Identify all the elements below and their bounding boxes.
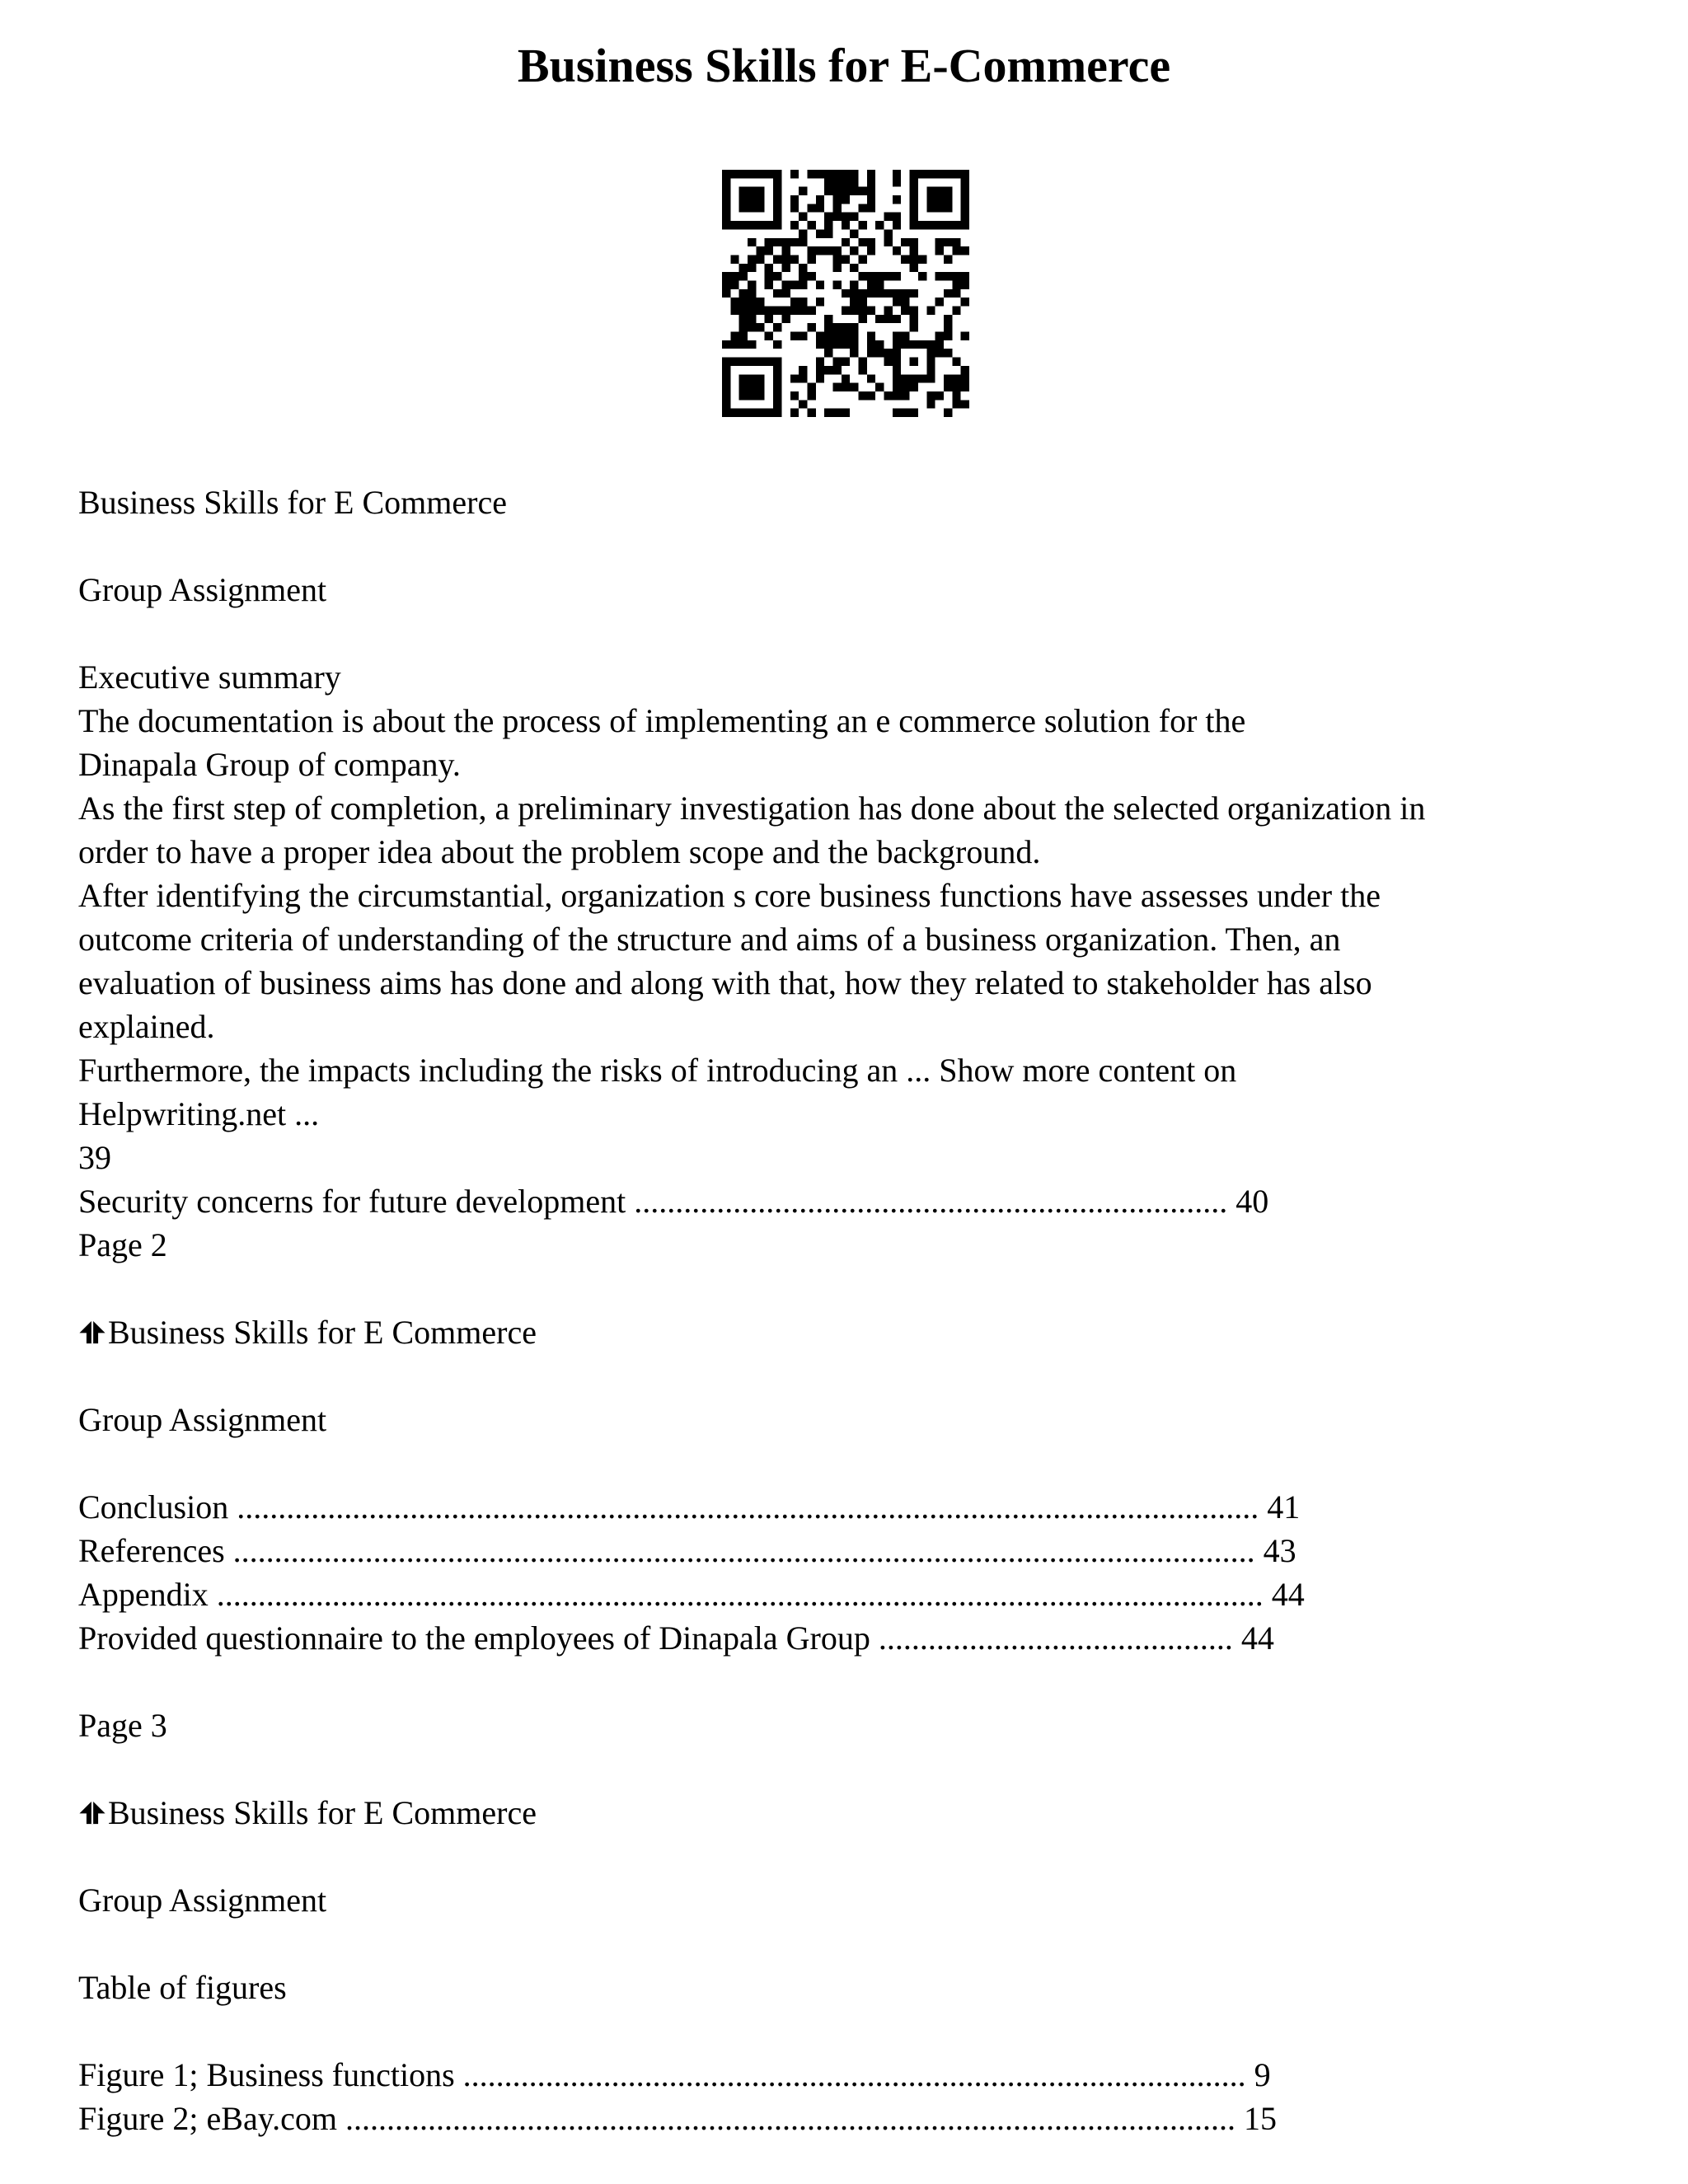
summary-line: order to have a proper idea about the problem scope and the background. [78, 833, 1041, 870]
summary-line: The documentation is about the process of implementing an e commerce solution for the [78, 702, 1246, 739]
doc-subtitle: Group Assignment [78, 1882, 327, 1919]
up-arrow-icon [78, 1791, 108, 1835]
doc-subtitle: Group Assignment [78, 571, 327, 608]
doc-title: Business Skills for E Commerce [78, 1791, 1628, 1835]
summary-line: As the first step of completion, a preliminary investigation has done about the selected organization in [78, 790, 1426, 827]
doc-subtitle: Group Assignment [78, 1401, 327, 1438]
toc-entry: Security concerns for future development ........................................................................ 40 [78, 1183, 1269, 1220]
page-label: Page 2 [78, 1226, 167, 1263]
summary-line: After identifying the circumstantial, organization s core business functions have assesses under the [78, 877, 1381, 914]
section-heading: Table of figures [78, 1969, 287, 2006]
qr-code-icon [722, 170, 969, 417]
toc-entry: References ............................................................................................................................ 43 [78, 1532, 1296, 1569]
doc-title: Business Skills for E Commerce [78, 484, 507, 521]
doc-title: Business Skills for E Commerce [78, 1310, 1628, 1354]
figure-entry: Figure 2; eBay.com ............................................................................................................ 15 [78, 2100, 1278, 2137]
document-body [78, 480, 1628, 2140]
page-number: 39 [78, 1139, 111, 1176]
summary-line: Furthermore, the impacts including the risks of introducing an ... Show more content on [78, 1052, 1237, 1089]
page-title: Business Skills for E-Commerce [517, 39, 1171, 92]
toc-entry: Provided questionnaire to the employees of Dinapala Group ........................................... 44 [78, 1619, 1274, 1657]
up-arrow-icon [78, 1310, 108, 1354]
section-heading: Executive summary [78, 658, 341, 696]
summary-line: Dinapala Group of company. [78, 746, 461, 783]
toc-entry: Conclusion ............................................................................................................................ 41 [78, 1488, 1301, 1526]
summary-line: evaluation of business aims has done and along with that, how they related to stakeholder has also [78, 964, 1372, 1001]
summary-line: explained. [78, 1008, 215, 1045]
summary-line: Helpwriting.net ... [78, 1095, 320, 1132]
toc-entry: Appendix ............................................................................................................................... 44 [78, 1576, 1305, 1613]
summary-line: outcome criteria of understanding of the structure and aims of a business organization. Then, an [78, 921, 1341, 958]
figure-entry: Figure 1; Business functions ............................................................................................... 9 [78, 2056, 1271, 2093]
page-label: Page 3 [78, 1707, 167, 1744]
